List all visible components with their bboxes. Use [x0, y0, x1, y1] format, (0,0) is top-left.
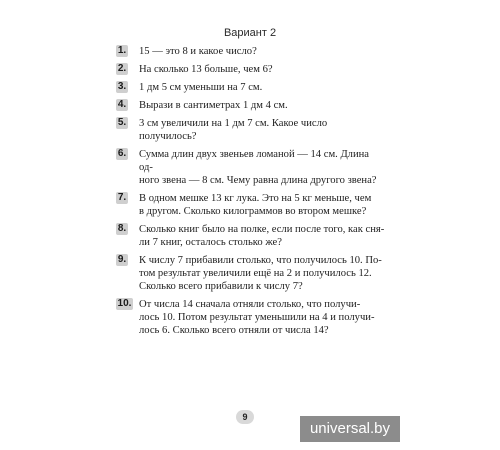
task-item — [117, 192, 385, 218]
task-line: лось 10. Потом результат уменьшили на 4 и получи- — [139, 312, 375, 323]
task-list — [117, 45, 385, 337]
task-number: 9. — [117, 254, 127, 265]
task-item — [117, 45, 385, 58]
task-line: Вырази в сантиметрах 1 дм 4 см. — [139, 100, 288, 111]
task-number: 10. — [117, 298, 132, 309]
task-item — [117, 298, 385, 337]
task-line: Сколько всего прибавили к числу 7? — [139, 281, 303, 292]
task-number: 4. — [117, 99, 127, 110]
task-number: 8. — [117, 223, 127, 234]
task-line: 1 дм 5 см уменьши на 7 см. — [139, 82, 263, 93]
task-item — [117, 117, 385, 143]
task-number: 7. — [117, 192, 127, 203]
task-item — [117, 148, 385, 187]
task-line: ли 7 книг, осталось столько же? — [139, 237, 282, 248]
task-line: К числу 7 прибавили столько, что получилось 10. По- — [139, 255, 382, 266]
task-line: 3 см увеличили на 1 дм 7 см. Какое число получилось? — [139, 118, 328, 142]
variant-title: Вариант 2 — [223, 27, 277, 39]
task-number: 3. — [117, 81, 127, 92]
task-number: 5. — [117, 117, 127, 128]
watermark-logo: universal.by — [300, 416, 400, 442]
task-item — [117, 63, 385, 76]
task-line: Сумма длин двух звеньев ломаной — 14 см. Длина од- — [139, 149, 369, 173]
task-line: в другом. Сколько килограммов во втором мешке? — [139, 206, 367, 217]
task-number: 6. — [117, 148, 127, 159]
task-line: том результат увеличили ещё на 2 и получилось 12. — [139, 268, 372, 279]
task-line: От числа 14 сначала отняли столько, что получи- — [139, 299, 361, 310]
task-item — [117, 223, 385, 249]
task-number: 1. — [117, 45, 127, 56]
task-line: 15 — это 8 и какое число? — [139, 46, 257, 57]
task-item — [117, 81, 385, 94]
task-item — [117, 99, 385, 112]
task-line: В одном мешке 13 кг лука. Это на 5 кг меньше, чем — [139, 193, 372, 204]
task-line: ного звена — 8 см. Чему равна длина другого звена? — [139, 175, 377, 186]
task-item — [117, 254, 385, 293]
task-number: 2. — [117, 63, 127, 74]
task-line: Сколько книг было на полке, если после того, как сня- — [139, 224, 385, 235]
task-line: лось 6. Сколько всего отняли от числа 14? — [139, 325, 329, 336]
page-number: 9 — [236, 410, 254, 424]
task-line: На сколько 13 больше, чем 6? — [139, 64, 273, 75]
